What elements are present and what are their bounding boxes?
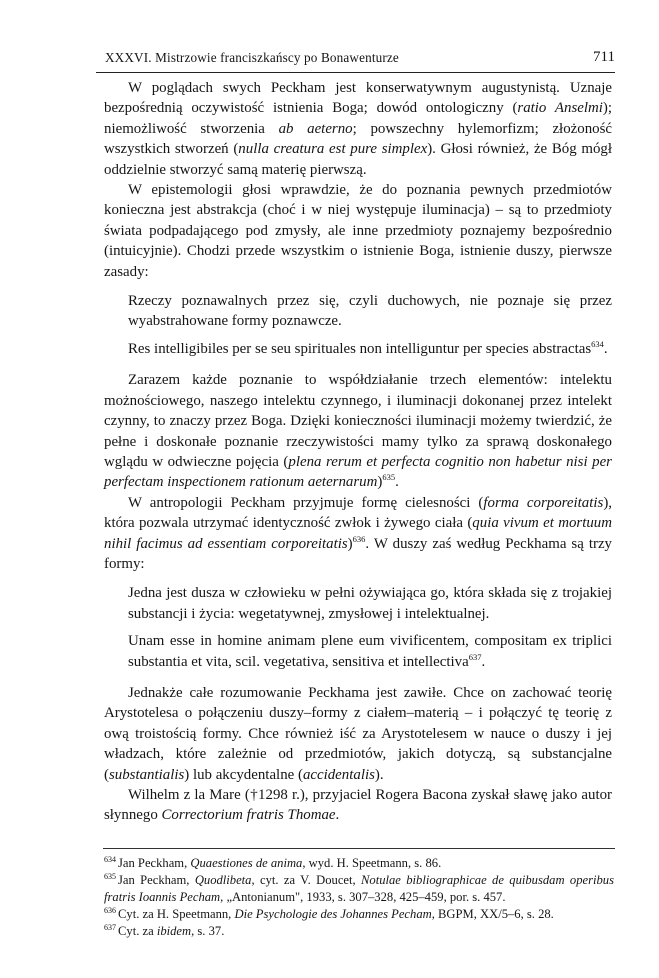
paragraph-epistemology: W epistemologii głosi wprawdzie, że do poznania pewnych przedmiotów konieczna jest abstrakcja (choć i w niej występuje iluminacja) – są to przedmioty świata podpadającego pod zmysły, ale inne przedmioty poznajemy bezpośrednio (intuicyjnie). Chodzi przede wszystkim o istnienie Boga, istnienie duszy, pierwsze zasady:: [104, 182, 612, 280]
page-header: [105, 50, 615, 74]
footnote-635: $^{635}$ Jan Peckham, Quodlibeta, cyt. za V. Doucet, Notulae bibliographicae de quibusdam operibus fratris Ioannis Pecham, „Antonianum", 1933, s. 307–328, 425–459, por. s. 457.: [104, 871, 614, 905]
paragraph-aristotle: Jednakże całe rozumowanie Peckhama jest zawiłe. Chce on zachować teorię Arystotelesa o połączeniu duszy–formy z ciałem–materią – i połączyć tę teorię z ową troistością formy. Chce również iść za Arystotelesem w nauce o duszy i jej władzach, które zależnie od przedmiotów, jakich dotyczą, są substancjalne (substantialis) lub akcydentalne (accidentalis).: [104, 684, 612, 783]
paragraph-conservative-augustinism: W poglądach swych Peckham jest konserwatywnym augustynistą. Uznaje bezpośrednią oczywistość istnienia Boga; dowód ontologiczny (ratio Anselmi); niemożliwość stworzenia ab aeterno; powszechny hylemorfizm; złożoność wszystkich stworzeń (nulla creatura est pure simplex). Głosi również, że Bóg mógł oddzielnie stworzyć samą materię pierwszą.: [104, 80, 612, 178]
page-number: 711: [593, 49, 615, 65]
quote-latin-2: Unam esse in homine animam plene eum vivificentem, compositam ex triplici substantia et vita, scil. vegetativa, sensitiva et intellectiva$^{637}$.: [128, 633, 612, 670]
footnote-634: $^{634}$ Jan Peckham, Quaestiones de anima, wyd. H. Speetmann, s. 86.: [104, 854, 442, 870]
footnote-ref[interactable]: 634: [591, 338, 604, 349]
paragraph-illumination: Zarazem każde poznanie to współdziałanie trzech elementów: intelektu możnościowego, naszego intelektu czynnego, i iluminacji dokonanej przez intelekt czynny, to znaczy przez Boga. Dzięki konieczności iluminacji możemy twierdzić, że pełne i doskonałe poznanie rzeczywistości mamy tylko za sprawą doskonałego wglądu w odwieczne pojęcia (plena rerum et perfecta cognitio non habetur nisi per perfectam inspectionem rationum aeternarum)$^{635}$.: [104, 372, 612, 491]
running-title: XXXVI. Mistrzowie franciszkańscy po Bonawenturze: [105, 50, 399, 65]
footnote-636: $^{636}$ Cyt. za H. Speetmann, Die Psychologie des Johannes Pecham, BGPM, XX/5–6, s. 28.: [104, 906, 554, 922]
footnote-ref[interactable]: 636: [352, 533, 366, 544]
quote-polish-1: Rzeczy poznawalnych przez się, czyli duchowych, nie poznaje się przez wyabstrahowane formy poznawcze.: [128, 293, 612, 330]
paragraph-william-de-la-mare: Wilhelm z la Mare (†1298 r.), przyjaciel Rogera Bacona zyskał sławę jako autor słynnego Correctorium fratris Thomae.: [104, 787, 612, 824]
footnotes: [104, 855, 614, 940]
paragraph-anthropology: W antropologii Peckham przyjmuje formę cielesności (forma corporeitatis), która pozwala utrzymać identyczność zwłok i żywego ciała (quia vivum et mortuum nihil facimus ad essentiam corporeitatis)$^{636}$. W duszy zaś według Peckhama są trzy formy:: [104, 494, 612, 572]
footnote-637: $^{637}$ Cyt. za ibidem, s. 37.: [104, 923, 225, 939]
quote-latin-1: Res intelligibiles per se seu spirituales non intelliguntur per species abstractas$^{634}$.: [128, 338, 608, 357]
footnote-rule: [103, 848, 615, 849]
footnote-ref[interactable]: 635: [382, 472, 396, 483]
footnote-ref[interactable]: 637: [468, 651, 482, 662]
main-text: [104, 78, 612, 826]
quote-polish-2: Jedna jest dusza w człowieku w pełni ożywiająca go, która składa się z trojakiej substancji i życia: wegetatywnej, zmysłowej i intelektualnej.: [128, 585, 612, 622]
header-rule: [96, 72, 615, 73]
